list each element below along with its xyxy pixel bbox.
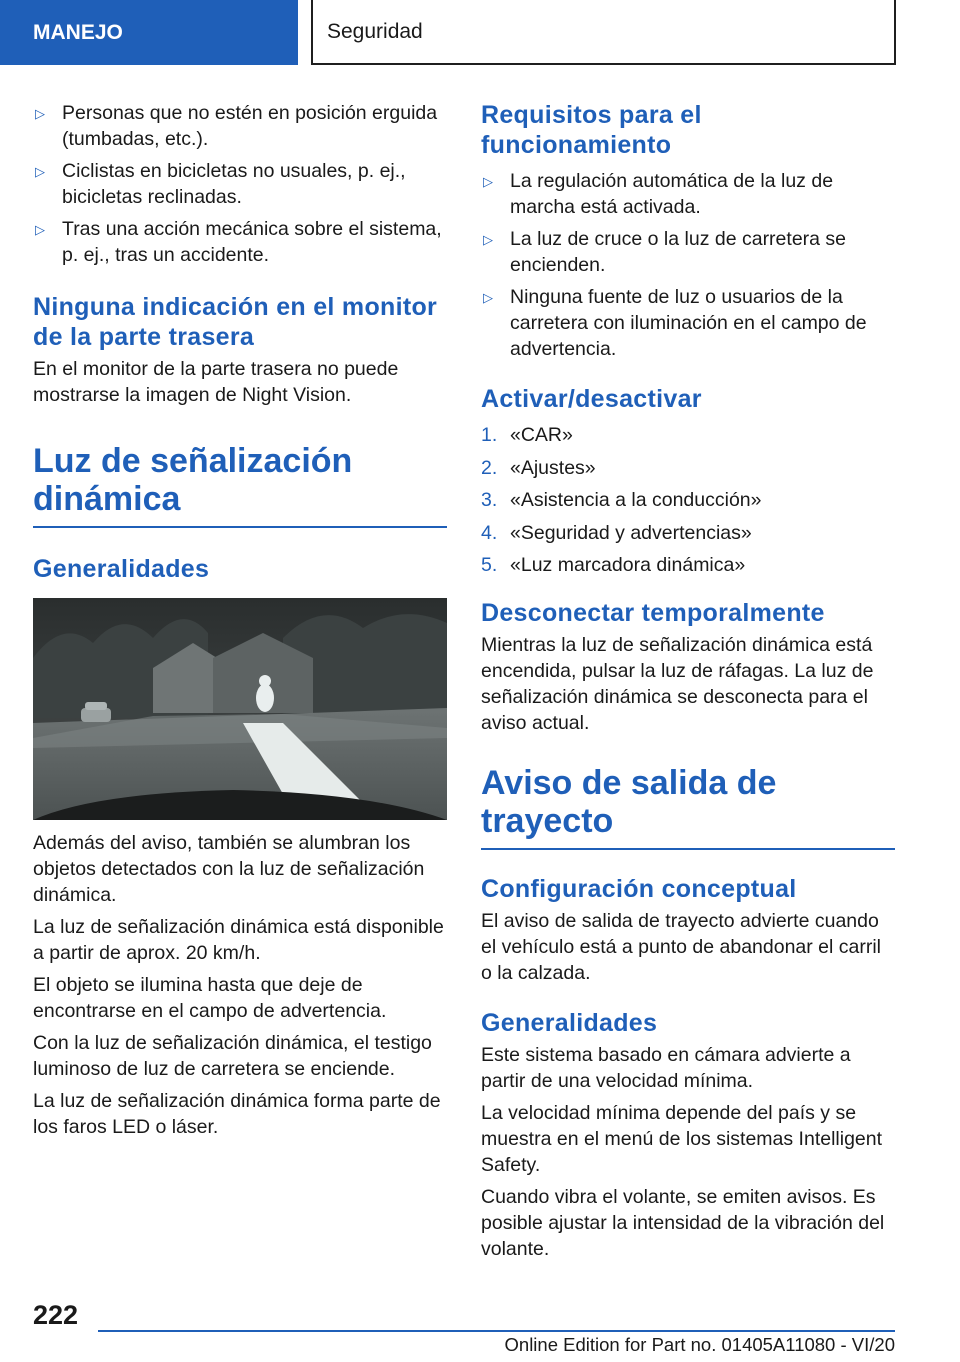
paragraph-configuracion: El aviso de salida de trayecto advierte cuando el vehículo está a punto de abandonar el carril o la calzada. (481, 910, 882, 984)
list-item: ▷ La luz de cruce o la luz de carretera se encienden. (483, 228, 847, 276)
step-item: 1. «CAR» (481, 424, 573, 446)
triangle-bullet-icon: ▷ (35, 106, 45, 121)
list-item: ▷ La regulación automática de la luz de marcha está activada. (483, 170, 834, 218)
paragraph: La luz de señalización dinámica forma parte de los faros LED o láser. (33, 1090, 441, 1138)
heading-luz-senalizacion: Luz de señalización dinámica (33, 442, 353, 518)
left-column (33, 100, 447, 1140)
section-rule (481, 848, 895, 850)
page-number: 222 (33, 1300, 79, 1330)
footer-edition: Online Edition for Part no. 01405A11080 - VI/20 (504, 1334, 895, 1355)
triangle-bullet-icon: ▷ (35, 164, 45, 179)
requisitos-list (481, 168, 895, 362)
paragraph-desconectar: Mientras la luz de señalización dinámica está encendida, pulsar la luz de ráfagas. La luz de señalización dinámica se desconecta para el aviso actual. (481, 634, 874, 734)
paragraph: La luz de señalización dinámica está disponible a partir de aprox. 20 km/h. (33, 916, 444, 964)
paragraph: El objeto se ilumina hasta que deje de encontrarse en el campo de advertencia. (33, 974, 387, 1022)
right-column (481, 100, 895, 1262)
triangle-bullet-icon: ▷ (483, 290, 493, 305)
heading-aviso-salida: Aviso de salida de trayecto (481, 764, 777, 840)
paragraph: La velocidad mínima depende del país y se muestra en el menú de los sistemas Intelligent Safety. (481, 1102, 883, 1176)
triangle-bullet-icon: ▷ (35, 222, 45, 237)
generalidades-2-body (481, 1042, 895, 1262)
footer-rule (98, 1330, 895, 1332)
list-item: ▷ Ninguna fuente de luz o usuarios de la carretera con iluminación en el campo de advertencia. (483, 286, 867, 360)
step-item: 5. «Luz marcadora dinámica» (481, 554, 746, 576)
triangle-bullet-icon: ▷ (483, 232, 493, 247)
paragraph: Con la luz de señalización dinámica, el testigo luminoso de luz de carretera se enciende. (33, 1032, 432, 1080)
header-chapter-label: Seguridad (327, 19, 423, 43)
header-chapter-box (311, 0, 896, 65)
list-item: ▷ Ciclistas en bicicletas no usuales, p. ej., bicicletas reclinadas. (35, 160, 406, 208)
heading-desconectar: Desconectar temporalmente (481, 599, 825, 627)
step-item: 3. «Asistencia a la conducción» (481, 489, 762, 511)
list-item: ▷ Personas que no estén en posición erguida (tumbadas, etc.). (35, 102, 438, 150)
paragraph: Este sistema basado en cámara advierte a partir de una velocidad mínima. (481, 1044, 851, 1092)
activar-steps (481, 422, 895, 578)
heading-generalidades: Generalidades (33, 555, 210, 583)
step-item: 4. «Seguridad y advertencias» (481, 521, 752, 544)
generalidades-body (33, 830, 447, 1140)
paragraph: Cuando vibra el volante, se emiten avisos. Es posible ajustar la intensidad de la vibración del volante. (481, 1186, 885, 1260)
step-item: 2. «Ajustes» (481, 456, 596, 479)
header-section-tab (0, 0, 298, 65)
heading-monitor: Ninguna indicación en el monitor de la parte trasera (33, 293, 438, 351)
night-vision-illustration (33, 598, 447, 820)
paragraph-monitor: En el monitor de la parte trasera no puede mostrarse la imagen de Night Vision. (33, 358, 399, 406)
header-section-label: MANEJO (33, 20, 123, 44)
heading-generalidades-2: Generalidades (481, 1009, 658, 1037)
left-bullet-list (33, 100, 447, 268)
paragraph: Además del aviso, también se alumbran los objetos detectados con la luz de señalización dinámica. (33, 832, 425, 906)
heading-activar: Activar/desactivar (481, 385, 702, 413)
triangle-bullet-icon: ▷ (483, 174, 493, 189)
heading-configuracion: Configuración conceptual (481, 875, 797, 903)
heading-requisitos: Requisitos para el funcionamiento (481, 101, 702, 159)
section-rule (33, 526, 447, 528)
list-item: ▷ Tras una acción mecánica sobre el sistema, p. ej., tras un accidente. (35, 218, 442, 266)
